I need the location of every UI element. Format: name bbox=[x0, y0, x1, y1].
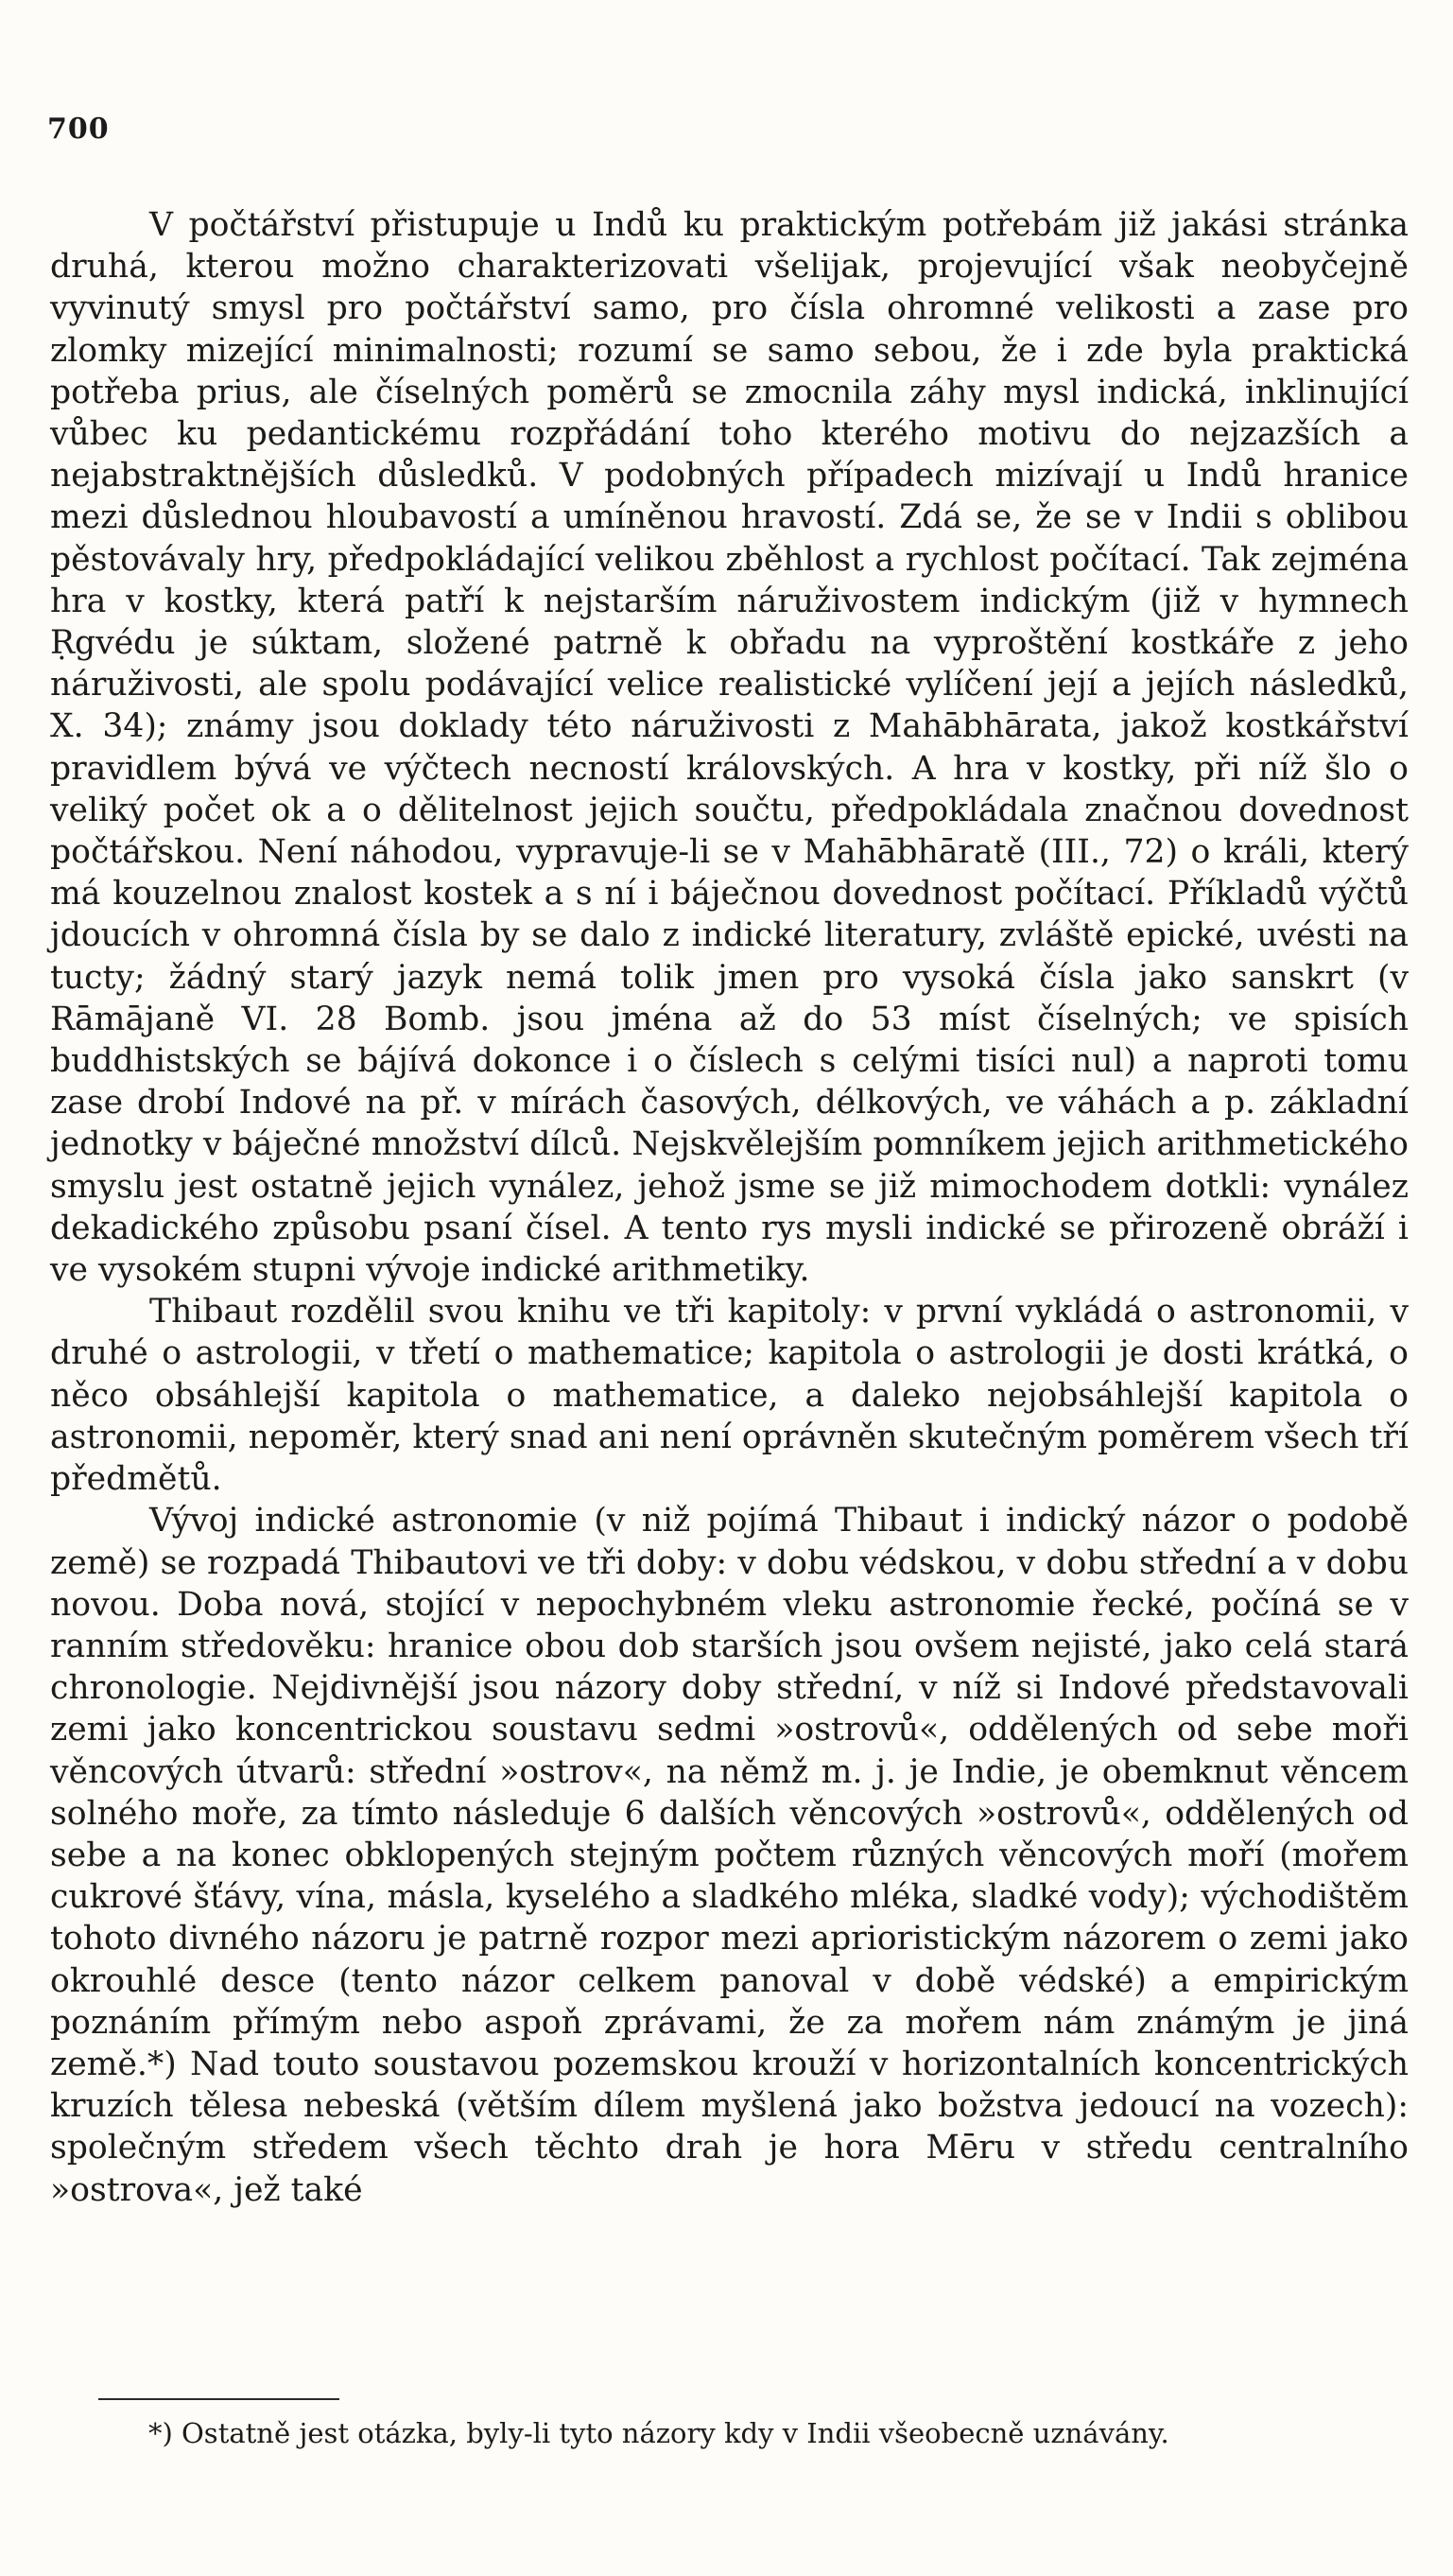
paragraph-arithmetic: V počtářství přistupuje u Indů ku praktickým potřebám již jakási stránka druhá, kterou možno charakterizovati všelijak, projevující však neobyčejně vyvinutý smysl pro počtářství samo, pro čísla ohromné velikosti a zase pro zlomky mizející minimalnosti; rozumí se samo sebou, že i zde byla praktická potřeba prius, ale číselných poměrů se zmocnila záhy mysl indická, inklinující vůbec ku pedantickému rozpřádání toho kterého motivu do nejzazších a nejabstraktnějších důsledků. V podobných případech mizívají u Indů hranice mezi důslednou hloubavostí a umíněnou hravostí. Zdá se, že se v Indii s oblibou pěstovávaly hry, předpokládající velikou zběhlost a rychlost počítací. Tak zejména hra v kostky, která patří k nejstarším náruživostem indickým (již v hymnech Ṛgvédu je súktam, složené patrně k obřadu na vyproštění kostkáře z jeho náruživosti, ale spolu podávající velice realistické vylíčení její a jejích následků, X. 34); známy jsou doklady této náruživosti z Mahābhārata, jakož kostkářství pravidlem bývá ve výčtech necností královských. A hra v kostky, při níž šlo o veliký počet ok a o dělitelnost jejich součtu, předpokládala značnou dovednost počtářskou. Není náhodou, vypravuje-li se v Mahābhāratě (III., 72) o králi, který má kouzelnou znalost kostek a s ní i báječnou dovednost počítací. Příkladů výčtů jdoucích v ohromná čísla by se dalo z indické literatury, zvláště epické, uvésti na tucty; žádný starý jazyk nemá tolik jmen pro vysoká čísla jako sanskrt (v Rāmājaně VI. 28 Bomb. jsou jména až do 53 míst číselných; ve spisích buddhistských se bájívá dokonce i o číslech s celými tisíci nul) a naproti tomu zase drobí Indové na př. v mírách časových, délkových, ve váhách a p. základní jednotky v báječné množství dílců. Nejskvělejším pomníkem jejich arithmetického smyslu jest ostatně jejich vynález, jehož jsme se již mimochodem dotkli: vynález dekadického způsobu psaní čísel. A tento rys mysli indické se přirozeně obráží i ve vysokém stupni vývoje indické arithmetiky. bbox=[50, 206, 1409, 1290]
page-number: 700 bbox=[47, 113, 110, 146]
paragraph-astronomy: Vývoj indické astronomie (v niž pojímá Thibaut i indický názor o podobě země) se rozpadá Thibautovi ve tři doby: v dobu védskou, v dobu střední a v dobu novou. Doba nová, stojící v nepochybném vleku astronomie řecké, počíná se v ranním středověku: hranice obou dob starších jsou ovšem nejisté, jako celá stará chronologie. Nejdivnější jsou názory doby střední, v níž si Indové představovali zemi jako koncentrickou soustavu sedmi »ostrovů«, oddělených od sebe moři věncových útvarů: střední »ostrov«, na němž m. j. je Indie, je obemknut věncem solného moře, za tímto následuje 6 dalších věncových »ostrovů«, oddělených od sebe a na konec obklopených stejným počtem různých věncových moří (mořem cukrové šťávy, vína, másla, kyselého a sladkého mléka, sladké vody); východištěm tohoto divného názoru je patrně rozpor mezi aprioristickým názorem o zemi jako okrouhlé desce (tento názor celkem panoval v době védské) a empirickým poznáním přímým nebo aspoň zprávami, že za mořem nám známým je jiná země.*) Nad touto soustavou pozemskou krouží v horizontalních koncentrických kruzích tělesa nebeská (větším dílem myšlená jako božstva jedoucí na vozech): společným středem všech těchto drah je hora Mēru v středu centralního »ostrova«, jež také bbox=[50, 1502, 1409, 2209]
footnote-divider bbox=[98, 2398, 339, 2400]
main-text bbox=[50, 204, 1409, 2211]
paragraph-thibaut-chapters: Thibaut rozdělil svou knihu ve tři kapitoly: v první vykládá o astronomii, v druhé o astrologii, v třetí o mathematice; kapitola o astrologii je dosti krátká, o něco obsáhlejší kapitola o mathematice, a daleko nejobsáhlejší kapitola o astronomii, nepoměr, který snad ani není oprávněn skutečným poměrem všech tří předmětů. bbox=[50, 1293, 1409, 1499]
footnote: *) Ostatně jest otázka, byly-li tyto názory kdy v Indii všeobecně uznávány. bbox=[148, 2417, 1169, 2449]
